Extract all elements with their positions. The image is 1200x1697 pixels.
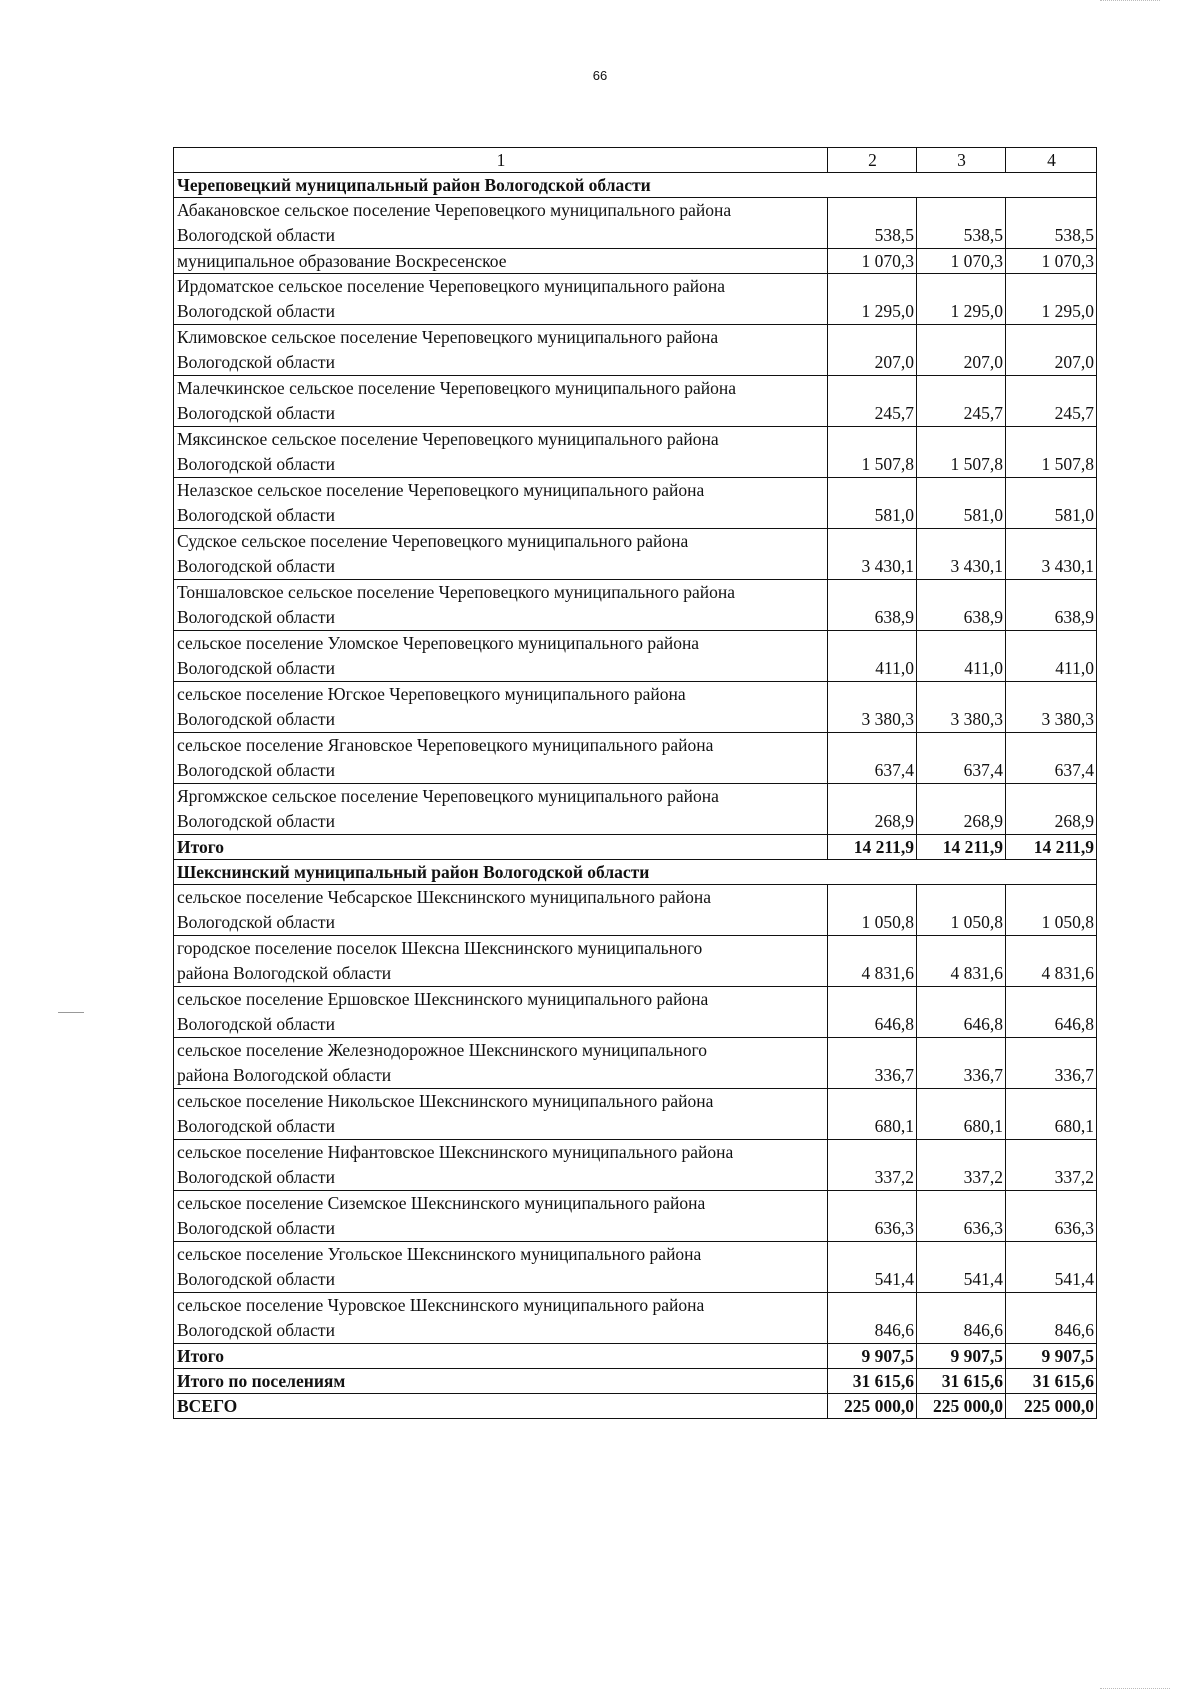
settlement-name [174,1242,828,1293]
value-v2: 1 507,8 [828,427,917,478]
value-v3: 680,1 [917,1089,1006,1140]
column-header-3: 3 [917,148,1006,173]
value-v3: 14 211,9 [917,835,1006,860]
settlement-name-line: Нелазское сельское поселение Череповецкого муниципального района [177,480,705,500]
value-v4: 638,9 [1006,580,1097,631]
settlement-name [174,529,828,580]
settlement-name-line: Вологодской области [177,1218,335,1238]
settlements-total-row [174,1369,1097,1394]
settlement-name [174,733,828,784]
value-v2: 4 831,6 [828,936,917,987]
settlement-name-line: сельское поселение Никольское Шекснинского муниципального района [177,1091,714,1111]
value-v2: 337,2 [828,1140,917,1191]
settlement-name-line: Вологодской области [177,1269,335,1289]
value-v4: 1 295,0 [1006,274,1097,325]
table-row [174,198,1097,249]
value-v3: 3 380,3 [917,682,1006,733]
column-header-2: 2 [828,148,917,173]
settlement-name-line: Вологодской области [177,607,335,627]
grand-total-row [174,1394,1097,1419]
table-row [174,784,1097,835]
total-label: ВСЕГО [174,1394,828,1419]
value-v2: 3 430,1 [828,529,917,580]
table-row [174,1038,1097,1089]
settlement-name [174,936,828,987]
value-v4: 9 907,5 [1006,1344,1097,1369]
value-v4: 1 050,8 [1006,885,1097,936]
table-row [174,733,1097,784]
settlement-name-line: сельское поселение Железнодорожное Шекснинского муниципального [177,1040,707,1060]
column-number-row [174,148,1097,173]
settlement-name [174,784,828,835]
settlement-name-line: Вологодской области [177,301,335,321]
value-v4: 636,3 [1006,1191,1097,1242]
settlement-name-line: Тоншаловское сельское поселение Череповецкого муниципального района [177,582,735,602]
value-v4: 336,7 [1006,1038,1097,1089]
value-v3: 1 507,8 [917,427,1006,478]
column-header-1: 1 [174,148,828,173]
value-v2: 1 050,8 [828,885,917,936]
value-v2: 225 000,0 [828,1394,917,1419]
value-v3: 225 000,0 [917,1394,1006,1419]
total-label: Итого [174,1344,828,1369]
value-v3: 581,0 [917,478,1006,529]
value-v4: 646,8 [1006,987,1097,1038]
value-v2: 268,9 [828,784,917,835]
table-row [174,274,1097,325]
value-v4: 538,5 [1006,198,1097,249]
value-v3: 538,5 [917,198,1006,249]
settlement-name [174,376,828,427]
table-row [174,885,1097,936]
value-v3: 31 615,6 [917,1369,1006,1394]
value-v2: 3 380,3 [828,682,917,733]
value-v3: 541,4 [917,1242,1006,1293]
value-v2: 9 907,5 [828,1344,917,1369]
value-v3: 207,0 [917,325,1006,376]
value-v2: 646,8 [828,987,917,1038]
value-v3: 4 831,6 [917,936,1006,987]
value-v2: 411,0 [828,631,917,682]
value-v3: 336,7 [917,1038,1006,1089]
value-v2: 336,7 [828,1038,917,1089]
value-v4: 1 070,3 [1006,249,1097,274]
settlement-name-line: Климовское сельское поселение Череповецкого муниципального района [177,327,719,347]
value-v3: 337,2 [917,1140,1006,1191]
value-v3: 411,0 [917,631,1006,682]
table-row [174,478,1097,529]
settlement-name [174,274,828,325]
settlement-name-line: района Вологодской области [177,963,392,983]
value-v2: 680,1 [828,1089,917,1140]
settlement-name [174,682,828,733]
settlement-name-line: Вологодской области [177,1167,335,1187]
settlement-name-line: Абакановское сельское поселение Череповецкого муниципального района [177,200,732,220]
settlement-name-line: района Вологодской области [177,1065,392,1085]
value-v4: 680,1 [1006,1089,1097,1140]
value-v4: 3 430,1 [1006,529,1097,580]
settlement-name [174,249,828,274]
value-v4: 3 380,3 [1006,682,1097,733]
value-v4: 337,2 [1006,1140,1097,1191]
settlement-name-line: сельское поселение Уломское Череповецкого муниципального района [177,633,700,653]
settlement-name-line: муниципальное образование Воскресенское [177,251,507,271]
table-row [174,376,1097,427]
value-v3: 637,4 [917,733,1006,784]
value-v2: 207,0 [828,325,917,376]
value-v2: 541,4 [828,1242,917,1293]
value-v2: 14 211,9 [828,835,917,860]
value-v4: 245,7 [1006,376,1097,427]
settlement-name [174,987,828,1038]
settlement-name [174,631,828,682]
value-v3: 846,6 [917,1293,1006,1344]
section-header-row [174,860,1097,885]
value-v3: 268,9 [917,784,1006,835]
settlement-name-line: Ирдоматское сельское поселение Череповецкого муниципального района [177,276,726,296]
value-v2: 1 295,0 [828,274,917,325]
settlement-name-line: Вологодской области [177,709,335,729]
value-v4: 411,0 [1006,631,1097,682]
section-total-row [174,835,1097,860]
settlement-name-line: сельское поселение Ершовское Шекснинского муниципального района [177,989,709,1009]
settlement-name-line: Малечкинское сельское поселение Череповецкого муниципального района [177,378,737,398]
value-v4: 225 000,0 [1006,1394,1097,1419]
table-row [174,631,1097,682]
value-v4: 268,9 [1006,784,1097,835]
value-v2: 637,4 [828,733,917,784]
settlement-name [174,885,828,936]
settlement-name [174,427,828,478]
table-row [174,580,1097,631]
total-label: Итого по поселениям [174,1369,828,1394]
value-v2: 1 070,3 [828,249,917,274]
table-row [174,1140,1097,1191]
section-title: Шекснинский муниципальный район Вологодской области [174,860,1097,885]
total-label: Итого [174,835,828,860]
table-row [174,1191,1097,1242]
value-v4: 207,0 [1006,325,1097,376]
table-row [174,249,1097,274]
value-v4: 846,6 [1006,1293,1097,1344]
value-v3: 245,7 [917,376,1006,427]
settlement-name-line: Мяксинское сельское поселение Череповецкого муниципального района [177,429,719,449]
value-v4: 31 615,6 [1006,1369,1097,1394]
value-v2: 636,3 [828,1191,917,1242]
value-v2: 846,6 [828,1293,917,1344]
settlement-name [174,580,828,631]
settlement-name-line: Вологодской области [177,1014,335,1034]
value-v4: 541,4 [1006,1242,1097,1293]
table-row [174,325,1097,376]
settlement-name [174,1089,828,1140]
settlement-name [174,198,828,249]
settlement-name-line: Вологодской области [177,505,335,525]
table-row [174,427,1097,478]
value-v2: 581,0 [828,478,917,529]
section-title: Череповецкий муниципальный район Вологодской области [174,173,1097,198]
distribution-table [173,147,1097,1419]
settlement-name-line: Вологодской области [177,1116,335,1136]
settlement-name-line: Вологодской области [177,912,335,932]
value-v4: 14 211,9 [1006,835,1097,860]
settlement-name-line: Вологодской области [177,352,335,372]
settlement-name-line: Вологодской области [177,556,335,576]
section-total-row [174,1344,1097,1369]
value-v4: 1 507,8 [1006,427,1097,478]
settlement-name [174,1293,828,1344]
value-v3: 1 070,3 [917,249,1006,274]
table-row [174,682,1097,733]
settlement-name-line: Вологодской области [177,454,335,474]
value-v4: 637,4 [1006,733,1097,784]
settlement-name-line: Вологодской области [177,403,335,423]
table-row [174,1293,1097,1344]
table-row [174,936,1097,987]
value-v4: 4 831,6 [1006,936,1097,987]
settlement-name [174,1140,828,1191]
value-v3: 1 050,8 [917,885,1006,936]
settlement-name [174,478,828,529]
table-row [174,987,1097,1038]
value-v3: 9 907,5 [917,1344,1006,1369]
settlement-name-line: Вологодской области [177,1320,335,1340]
section-header-row [174,173,1097,198]
value-v2: 31 615,6 [828,1369,917,1394]
settlement-name-line: Вологодской области [177,811,335,831]
settlement-name-line: Яргомжское сельское поселение Череповецкого муниципального района [177,786,719,806]
settlement-name-line: сельское поселение Угольское Шекснинского муниципального района [177,1244,702,1264]
table-row [174,1242,1097,1293]
settlement-name-line: Вологодской области [177,658,335,678]
settlement-name [174,325,828,376]
value-v3: 638,9 [917,580,1006,631]
value-v3: 636,3 [917,1191,1006,1242]
settlement-name-line: сельское поселение Нифантовское Шекснинского муниципального района [177,1142,734,1162]
table-row [174,529,1097,580]
value-v3: 3 430,1 [917,529,1006,580]
settlement-name-line: Вологодской области [177,225,335,245]
value-v4: 581,0 [1006,478,1097,529]
settlement-name-line: сельское поселение Югское Череповецкого муниципального района [177,684,686,704]
value-v2: 638,9 [828,580,917,631]
page-number: 66 [592,68,608,83]
settlement-name [174,1038,828,1089]
settlement-name-line: Вологодской области [177,760,335,780]
settlement-name-line: сельское поселение Чуровское Шекснинского муниципального района [177,1295,705,1315]
value-v3: 1 295,0 [917,274,1006,325]
settlement-name-line: сельское поселение Чебсарское Шекснинского муниципального района [177,887,712,907]
scan-corner-mark [1100,0,1160,3]
value-v3: 646,8 [917,987,1006,1038]
settlement-name [174,1191,828,1242]
scan-margin-mark [58,1012,84,1013]
value-v2: 245,7 [828,376,917,427]
value-v2: 538,5 [828,198,917,249]
table-body [174,148,1097,1419]
table-row [174,1089,1097,1140]
settlement-name-line: городское поселение поселок Шексна Шекснинского муниципального [177,938,703,958]
column-header-4: 4 [1006,148,1097,173]
settlement-name-line: сельское поселение Сиземское Шекснинского муниципального района [177,1193,706,1213]
settlement-name-line: Судское сельское поселение Череповецкого муниципального района [177,531,689,551]
scan-bottom-mark [1100,1688,1170,1691]
settlement-name-line: сельское поселение Ягановское Череповецкого муниципального района [177,735,714,755]
